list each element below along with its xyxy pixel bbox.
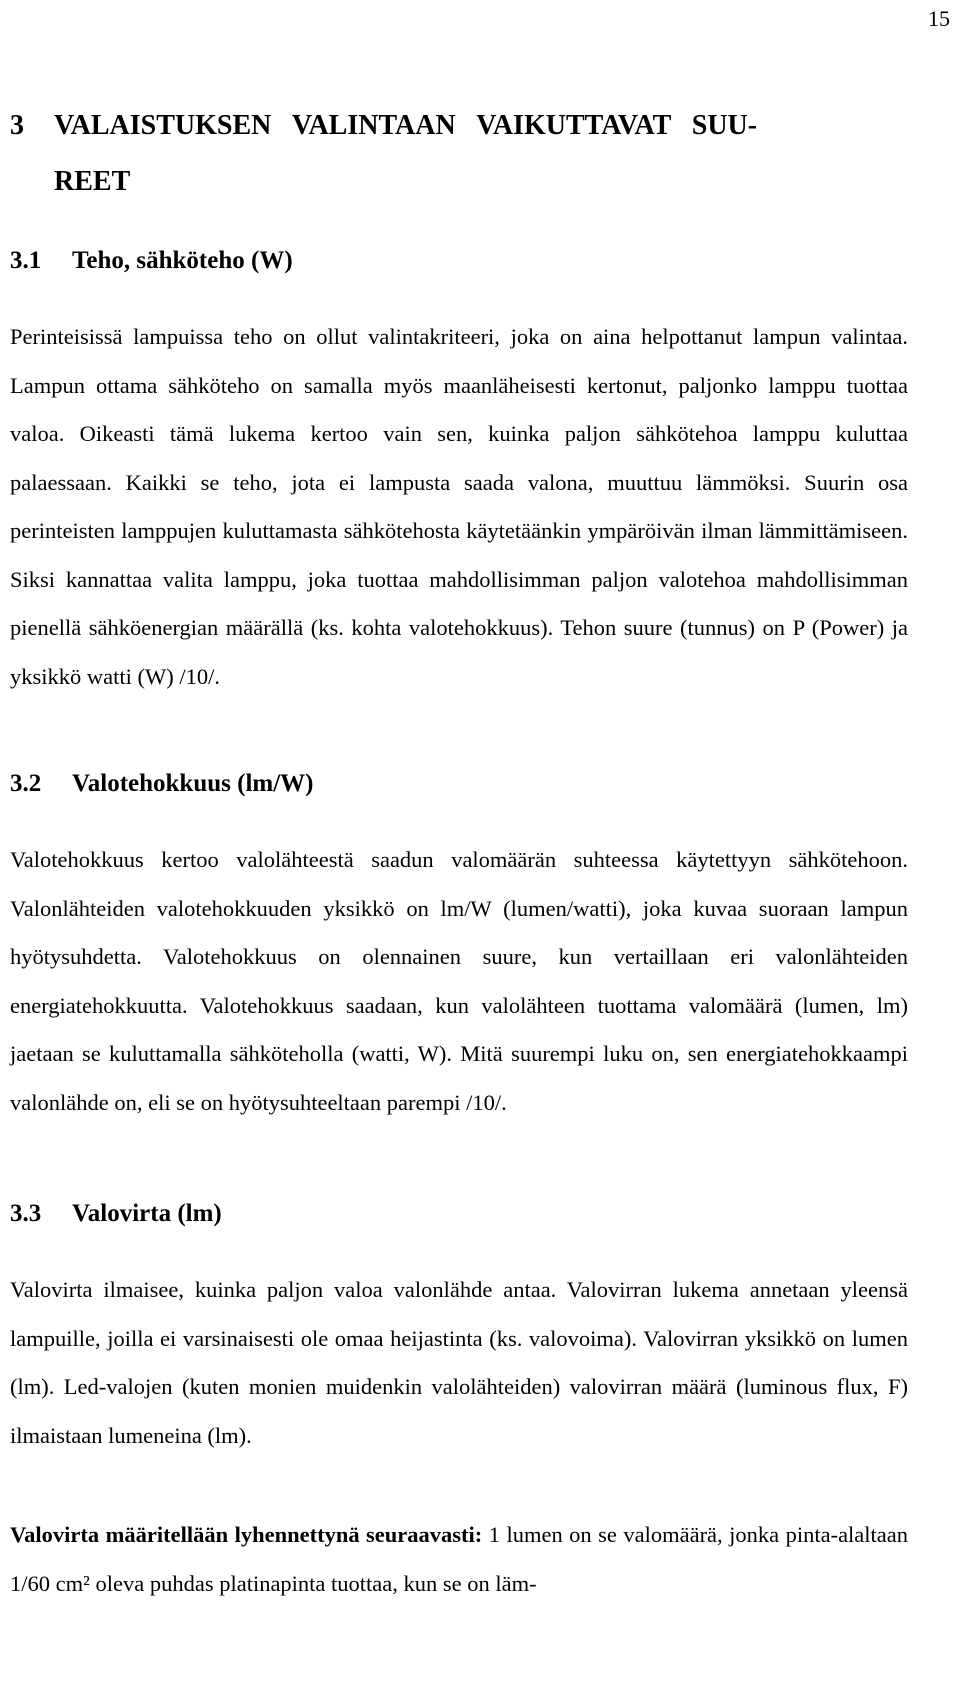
section-title: Teho, sähköteho (W) <box>72 247 293 274</box>
paragraph: Valotehokkuus kertoo valolähteestä saadun valomäärän suhteessa käytettyyn sähkötehoon. Valonlähteiden valotehokkuuden yksikkö on lm/W (lumen/watti), joka kuvaa suoraan lampun hyötysuhdetta. Valotehokkuus on olennainen suure, kun vertaillaan eri valonlähteiden energiatehokkuutta. Valotehokkuus saadaan, kun valolähteen tuottama valomäärä (lumen, lm) jaetaan se kuluttamalla sähköteholla (watti, W). Mitä suurempi luku on, sen energiatehokkaampi valonlähde on, eli se on hyötysuhteeltaan parempi /10/. <box>10 847 908 1115</box>
section-body-3-3 <box>10 1266 908 1460</box>
chapter-heading <box>10 98 908 210</box>
definition-paragraph <box>10 1511 908 1608</box>
chapter-title-line2: REET <box>54 166 131 197</box>
section-number: 3.1 <box>10 247 42 274</box>
section-body-3-2 <box>10 836 908 1127</box>
paragraph: Valovirta ilmaisee, kuinka paljon valoa valonlähde antaa. Valovirran lukema annetaan yleensä lampuille, joilla ei varsinaisesti ole omaa heijastinta (ks. valovoima). Valovirran yksikkö on lumen (lm). Led-valojen (kuten monien muidenkin valolähteiden) valovirran määrä (luminous flux, F) ilmaistaan lumeneina (lm). <box>10 1277 908 1448</box>
section-title: Valotehokkuus (lm/W) <box>72 770 314 797</box>
page-number: 15 <box>928 6 950 31</box>
section-title: Valovirta (lm) <box>72 1200 222 1227</box>
section-body-3-1 <box>10 313 908 701</box>
definition-text: 1 lumen on se valomäärä, jonka pinta-alaltaan 1/60 cm² oleva puhdas platinapinta tuottaa, kun se on läm- <box>10 1522 909 1596</box>
section-number: 3.3 <box>10 1200 42 1227</box>
paragraph: Perinteisissä lampuissa teho on ollut valintakriteeri, joka on aina helpottanut lampun valintaa. Lampun ottama sähköteho on samalla myös maanläheisesti kertonut, paljonko lamppu tuottaa valoa. Oikeasti tämä lukema kertoo vain sen, kuinka paljon sähkötehoa lamppu kuluttaa palaessaan. Kaikki se teho, jota ei lampusta saada valona, muuttuu lämmöksi. Suurin osa perinteisten lamppujen kuluttamasta sähkötehosta käytetäänkin ympäröivän ilman lämmittämiseen. Siksi kannattaa valita lamppu, joka tuottaa mahdollisimman paljon valotehoa mahdollisimman pienellä sähköenergian määrällä (ks. kohta valotehokkuus). Tehon suure (tunnus) on P (Power) ja yksikkö watti (W) /10/. <box>10 324 908 689</box>
section-heading-3-1 <box>10 233 908 289</box>
chapter-number: 3 <box>10 110 24 141</box>
definition-lead: Valovirta määritellään lyhennettynä seuraavasti: <box>10 1522 483 1547</box>
section-number: 3.2 <box>10 770 42 797</box>
chapter-title-line1: VALAISTUKSEN VALINTAAN VAIKUTTAVAT SUU- <box>54 110 758 141</box>
section-heading-3-2 <box>10 756 908 812</box>
section-heading-3-3 <box>10 1186 908 1242</box>
